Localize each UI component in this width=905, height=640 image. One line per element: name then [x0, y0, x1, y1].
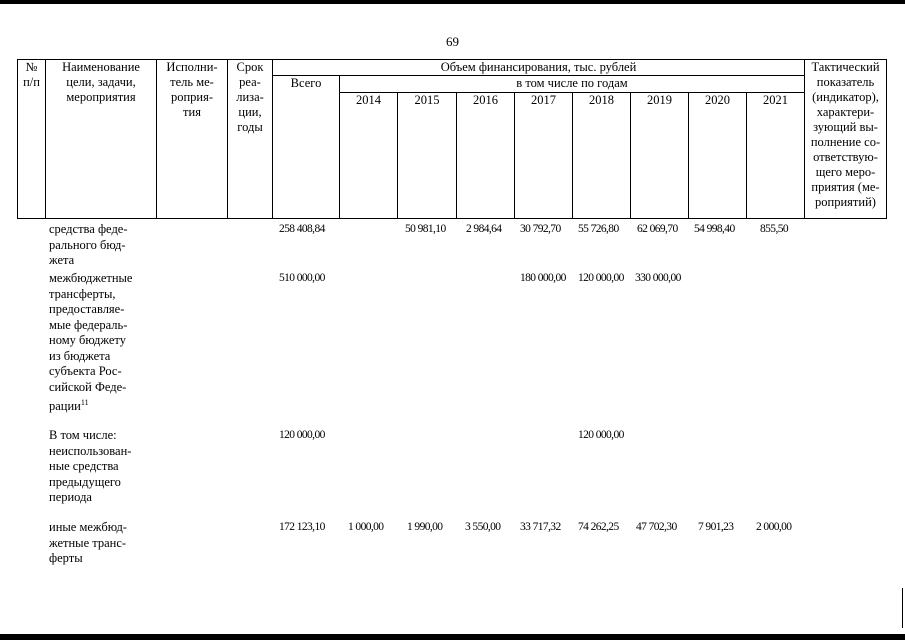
header-number: № п/п: [18, 60, 46, 219]
row-name: [49, 271, 161, 415]
bottom-border: [0, 634, 905, 640]
row-name: средства феде- рального бюд- жета: [49, 222, 128, 267]
header-by-years: в том числе по годам: [340, 76, 805, 93]
header-executor: Исполни- тель ме- роприя- тия: [157, 60, 228, 219]
header-total: Всего: [273, 76, 340, 219]
row-value-2018: 120 000,00: [578, 272, 624, 284]
row-value-2018: 120 000,00: [578, 429, 624, 441]
header-year: 2014: [340, 93, 398, 219]
header-term: Срок реа- лиза- ции, годы: [228, 60, 273, 219]
row-value-2017: 180 000,00: [520, 272, 566, 284]
row-value-2015: 1 990,00: [407, 521, 443, 533]
row-value-2021: 855,50: [760, 223, 789, 235]
row-total: 172 123,10: [279, 521, 325, 533]
row-total: 510 000,00: [279, 272, 325, 284]
header-year: 2020: [689, 93, 747, 219]
header-year: 2021: [747, 93, 805, 219]
row-value-2018: 74 262,25: [578, 521, 619, 533]
row-value-2017: 30 792,70: [520, 223, 561, 235]
row-value-2016: 2 984,64: [466, 223, 502, 235]
footnote-marker: 11: [80, 398, 89, 407]
row-value-2017: 33 717,32: [520, 521, 561, 533]
row-value-2020: 54 998,40: [694, 223, 735, 235]
header-name: Наименование цели, задачи, мероприятия: [46, 60, 157, 219]
row-total: 258 408,84: [279, 223, 325, 235]
row-name: иные межбюд- жетные транс- ферты: [49, 520, 127, 565]
row-value-2021: 2 000,00: [756, 521, 792, 533]
row-name: В том числе: неиспользован- ные средства предыдущего периода: [49, 428, 132, 504]
row-value-2016: 3 550,00: [465, 521, 501, 533]
header-year: 2016: [457, 93, 515, 219]
header-funding: Объем финансирования, тыс. рублей: [273, 60, 805, 76]
page-number: 69: [446, 34, 459, 49]
row-value-2014: 1 000,00: [348, 521, 384, 533]
row-value-2019: 47 702,30: [636, 521, 677, 533]
header-year: 2017: [515, 93, 573, 219]
row-name-text: межбюджетные трансферты, предоставляе- мые федераль- ному бюджету из бюджета субъекта Рос- сийской Феде- рации: [49, 271, 133, 414]
header-indicator: Тактический показатель (индикатор), характери- зующий вы- полнение со- ответствую- щего меро- приятия (ме- роприятий): [805, 60, 887, 219]
row-total: 120 000,00: [279, 429, 325, 441]
row-value-2020: 7 901,23: [698, 521, 734, 533]
row-value-2019: 62 069,70: [637, 223, 678, 235]
header-year: 2015: [398, 93, 457, 219]
header-year: 2018: [573, 93, 631, 219]
row-value-2018: 55 726,80: [578, 223, 619, 235]
right-edge-mark: [902, 588, 903, 628]
row-value-2019: 330 000,00: [635, 272, 681, 284]
row-value-2015: 50 981,10: [405, 223, 446, 235]
header-year: 2019: [631, 93, 689, 219]
